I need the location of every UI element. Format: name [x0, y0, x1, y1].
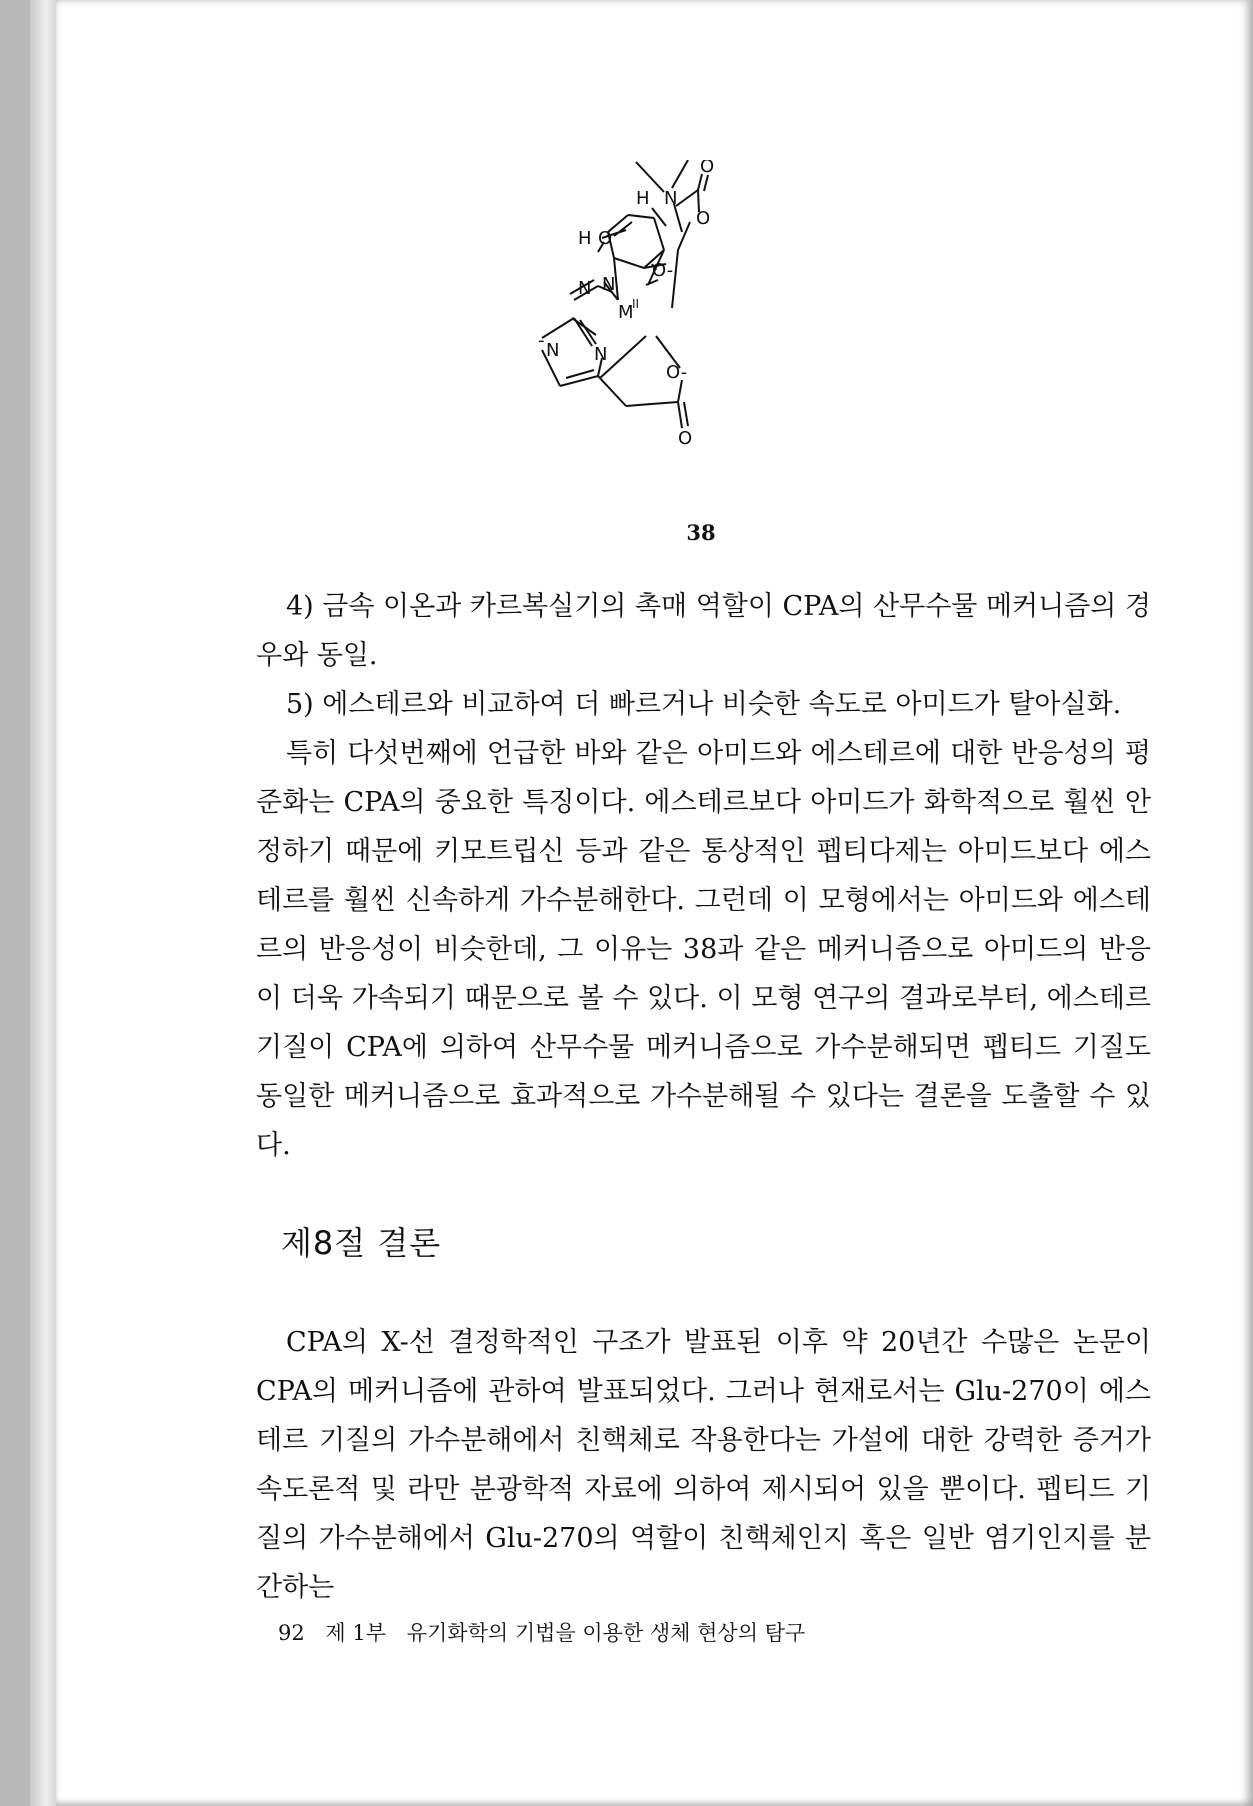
atom-label: II: [632, 297, 640, 311]
atom-label: N: [664, 188, 678, 209]
atom-label: N: [546, 340, 560, 361]
atom-label: O: [678, 428, 693, 449]
atom-label: -: [538, 330, 545, 351]
list-item-4: 4) 금속 이온과 카르복실기의 촉매 역할이 CPA의 산무수물 메커니즘의 경우와 동일.: [256, 591, 1152, 671]
atom-label: M: [618, 302, 634, 323]
atom-label: N: [578, 278, 592, 299]
atom-label: H: [636, 188, 650, 209]
atom-label: O: [696, 208, 711, 229]
atom-label: O-: [666, 362, 688, 383]
paragraph-conclusion: CPA의 X-선 결정학적인 구조가 발표된 이후 약 20년간 수많은 논문이 CPA의 메커니즘에 관하여 발표되었다. 그러나 현재로서는 Glu-270이 에스테르 기질의 가수분해에서 친핵체로 작용한다는 가설에 대한 강력한 증거가 속도론적 및 라만 분광학적 자료에 의하여 제시되어 있을 뿐이다. 펩티드 기질의 가수분해에서 Glu-270의 역할이 친핵체인지 혹은 일반 염기인지를 분간하는: [256, 1327, 1151, 1603]
chemical-structure-figure: [536, 160, 836, 500]
section-body: [256, 1318, 1151, 1612]
atom-label: O: [598, 228, 613, 249]
book-spine: [30, 0, 57, 1806]
page: [56, 0, 1253, 1806]
footer-book-title: 유기화학의 기법을 이용한 생체 현상의 탐구: [406, 1621, 806, 1645]
compound-number: 38: [686, 520, 716, 545]
atom-label: N: [594, 344, 608, 365]
page-footer: [278, 1617, 819, 1647]
page-number: 92: [278, 1621, 305, 1645]
section-heading: 제8절 결론: [281, 1224, 442, 1262]
footer-part: 제 1부: [325, 1621, 387, 1645]
atom-label: N: [602, 274, 616, 295]
list-item-5: 5) 에스테르와 비교하여 더 빠르거나 비슷한 속도로 아미드가 탈아실화.: [286, 689, 1122, 720]
atom-label: H: [578, 228, 592, 249]
paragraph-discussion: 특히 다섯번째에 언급한 바와 같은 아미드와 에스테르에 대한 반응성의 평준화는 CPA의 중요한 특징이다. 에스테르보다 아미드가 화학적으로 훨씬 안정하기 때문에 키모트립신 등과 같은 통상적인 펩티다제는 아미드보다 에스테르를 훨씬 신속하게 가수분해한다. 그런데 이 모형에서는 아미드와 에스테르의 반응성이 비슷한데, 그 이유는 38과 같은 메커니즘으로 아미드의 반응이 더욱 가속되기 때문으로 볼 수 있다. 이 모형 연구의 결과로부터, 에스테르 기질이 CPA에 의하여 산무수물 메커니즘으로 가수분해되면 펩티드 기질도 동일한 메커니즘으로 효과적으로 가수분해될 수 있다는 결론을 도출할 수 있다.: [256, 738, 1151, 1161]
body-text: [256, 582, 1151, 1170]
atom-label: O: [700, 160, 715, 177]
chemical-structure-drawing: [536, 160, 836, 500]
atom-label: O-: [652, 260, 674, 281]
